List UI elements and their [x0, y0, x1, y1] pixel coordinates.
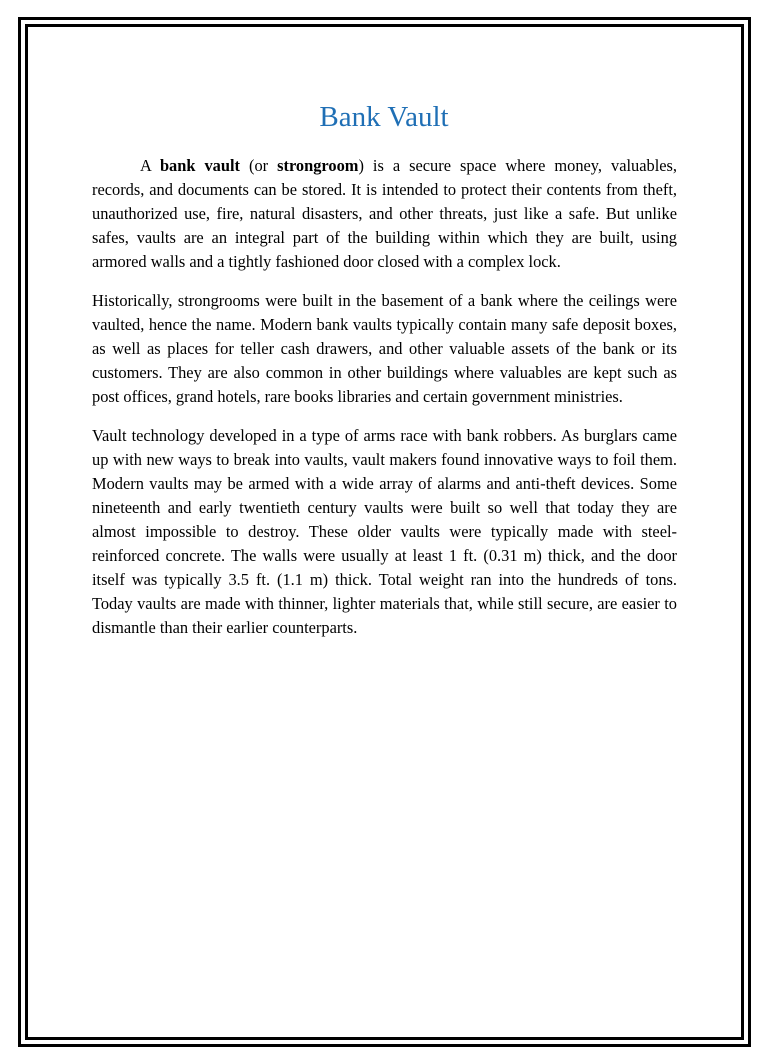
paragraph-run: (or: [240, 156, 278, 175]
paragraph-run: A: [140, 156, 160, 175]
paragraph-history: [92, 289, 677, 409]
term-strongroom: strongroom: [277, 156, 359, 175]
paragraph-run: Historically, strongrooms were built in the basement of a bank where the ceilings were vaulted, hence the name. Modern bank vaults typically contain many safe deposit boxes, as well as places for teller cash drawers, and other valuable assets of the bank or its customers. They are also common in other buildings where valuables are kept such as post offices, grand hotels, rare books libraries and certain government ministries.: [92, 291, 677, 406]
paragraph-run: Vault technology developed in a type of arms race with bank robbers. As burglars came up with new ways to break into vaults, vault makers found innovative ways to foil them. Modern vaults may be armed with a wide array of alarms and anti-theft devices. Some nineteenth and early twentieth century vaults were built so well that today they are almost impossible to destroy. These older vaults were typically made with steel-reinforced concrete. The walls were usually at least 1 ft. (0.31 m) thick, and the door itself was typically 3.5 ft. (1.1 m) thick. Total weight ran into the hundreds of tons. Today vaults are made with thinner, lighter materials that, while still secure, are easier to dismantle than their earlier counterparts.: [92, 426, 677, 637]
document-title: Bank Vault: [319, 101, 449, 133]
document-body: [92, 154, 677, 655]
paragraph-technology: [92, 424, 677, 640]
paragraph-run: ) is a secure space where money, valuables, records, and documents can be stored. It is intended to protect their contents from theft, unauthorized use, fire, natural disasters, and other threats, just like a safe. But unlike safes, vaults are an integral part of the building within which they are built, using armored walls and a tightly fashioned door closed with a complex lock.: [92, 156, 678, 271]
term-bank-vault: bank vault: [159, 156, 240, 175]
paragraph-intro: [92, 154, 677, 274]
